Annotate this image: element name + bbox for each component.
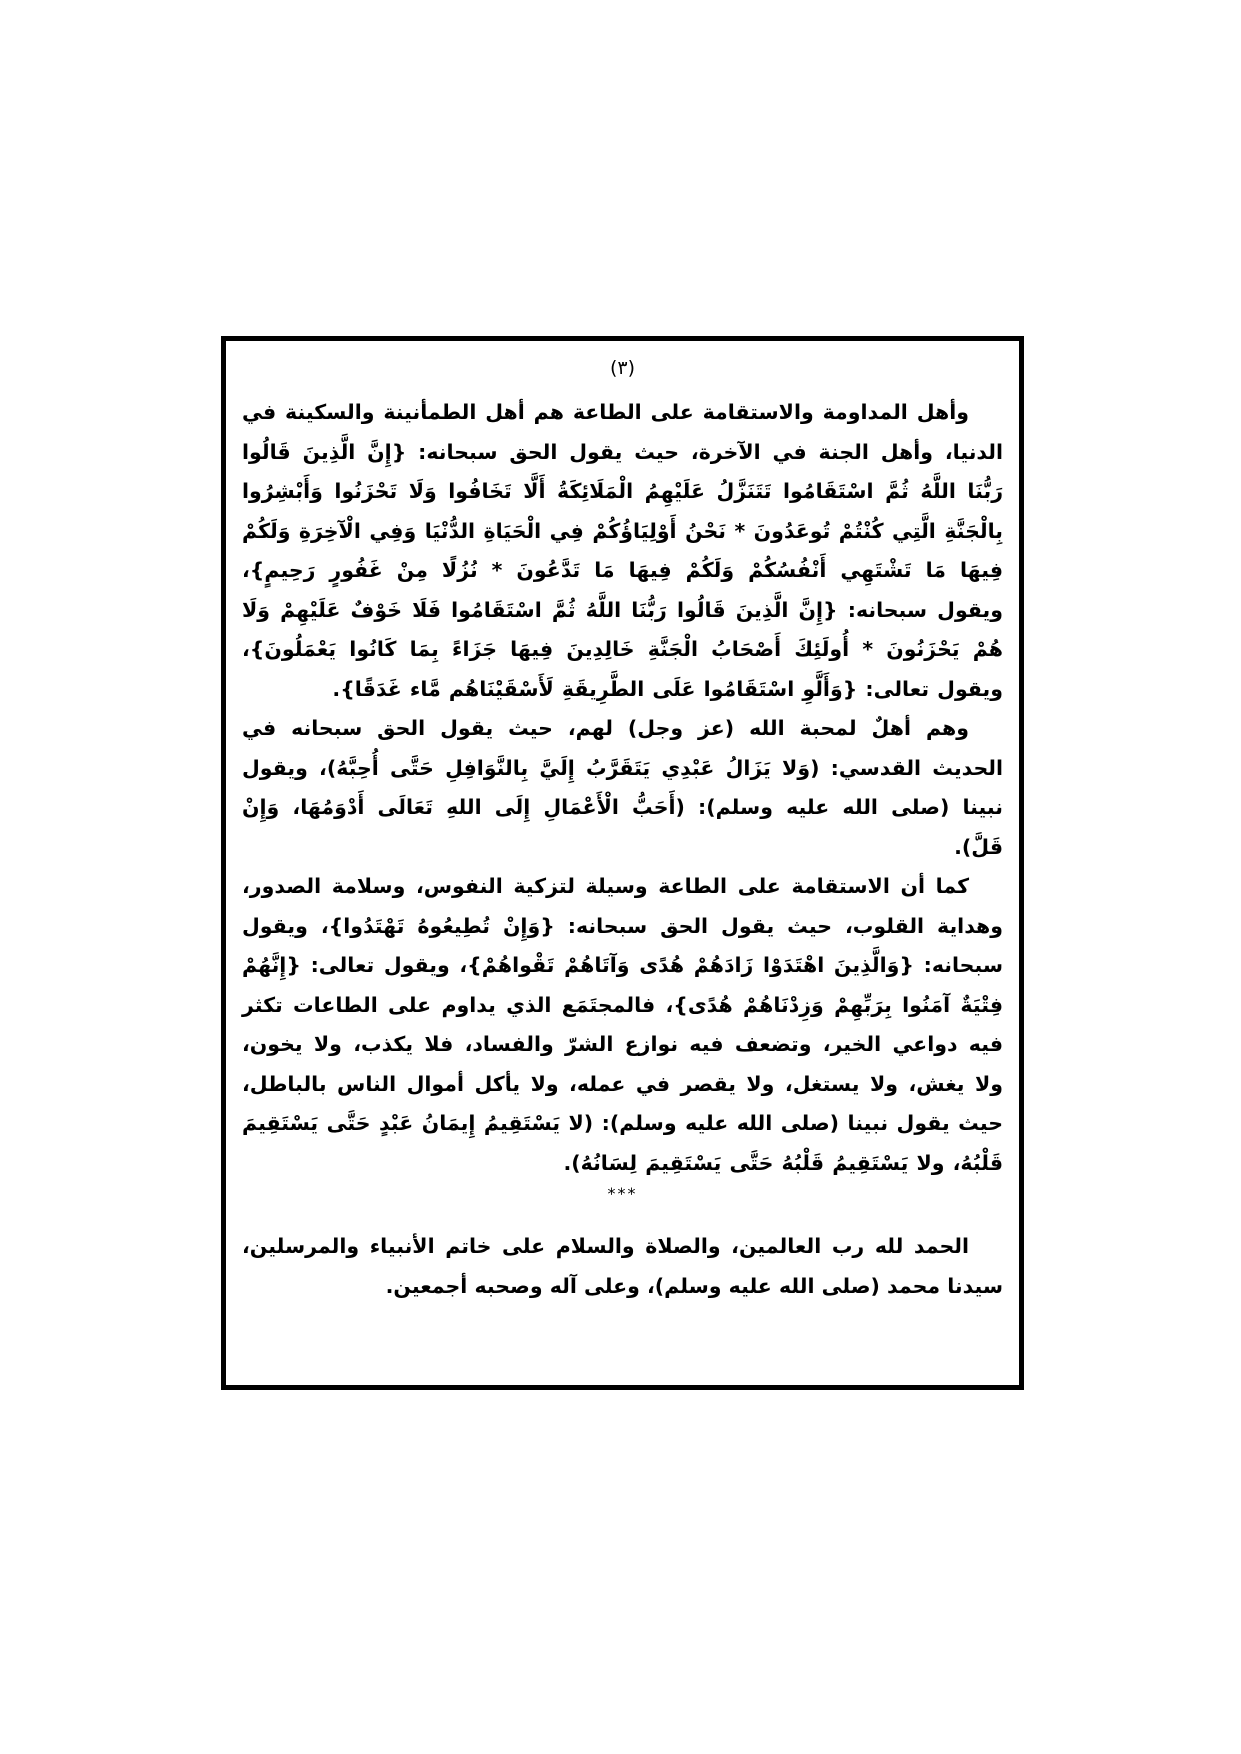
closing-paragraph: الحمد لله رب العالمين، والصلاة والسلام على خاتم الأنبياء والمرسلين، سيدنا محمد (صلى الله عليه وسلم)، وعلى آله وصحبه أجمعين. bbox=[242, 1234, 1003, 1298]
page-frame bbox=[221, 336, 1024, 1390]
paragraph-steadfastness-reward: وأهل المداومة والاستقامة على الطاعة هم أهل الطمأنينة والسكينة في الدنيا، وأهل الجنة في الآخرة، حيث يقول الحق سبحانه: {إِنَّ الَّذِينَ قَالُوا رَبُّنَا اللَّهُ ثُمَّ اسْتَقَامُوا تَتَنَزَّلُ عَلَيْهِمُ الْمَلَائِكَةُ أَلَّا تَخَافُوا وَلَا تَحْزَنُوا وَأَبْشِرُوا بِالْجَنَّةِ الَّتِي كُنْتُمْ تُوعَدُونَ * نَحْنُ أَوْلِيَاؤُكُمْ فِي الْحَيَاةِ الدُّنْيَا وَفِي الْآخِرَةِ وَلَكُمْ فِيهَا مَا تَشْتَهِي أَنْفُسُكُمْ وَلَكُمْ فِيهَا مَا تَدَّعُونَ * نُزُلًا مِنْ غَفُورٍ رَحِيمٍ}، ويقول سبحانه: {إِنَّ الَّذِينَ قَالُوا رَبُّنَا اللَّهُ ثُمَّ اسْتَقَامُوا فَلَا خَوْفٌ عَلَيْهِمْ وَلَا هُمْ يَحْزَنُونَ * أُولَئِكَ أَصْحَابُ الْجَنَّةِ خَالِدِينَ فِيهَا جَزَاءً بِمَا كَانُوا يَعْمَلُونَ}، ويقول تعالى: {وَأَلَّوِ اسْتَقَامُوا عَلَى الطَّرِيقَةِ لَأَسْقَيْنَاهُم مَّاء غَدَقًا}. bbox=[242, 400, 1003, 701]
section-separator: *** bbox=[607, 1184, 638, 1203]
paragraph-purification: كما أن الاستقامة على الطاعة وسيلة لتزكية النفوس، وسلامة الصدور، وهداية القلوب، حيث يقول الحق سبحانه: {وَإِنْ تُطِيعُوهُ تَهْتَدُوا}، ويقول سبحانه: {وَالَّذِينَ اهْتَدَوْا زَادَهُمْ هُدًى وَآتَاهُمْ تَقْواهُمْ}، ويقول تعالى: {إِنَّهُمْ فِتْيَةٌ آمَنُوا بِرَبِّهِمْ وَزِدْنَاهُمْ هُدًى}، فالمجتَمَع الذي يداوم على الطاعات تكثر فيه دواعي الخير، وتضعف فيه نوازع الشرّ والفساد، فلا يكذب، ولا يخون، ولا يغش، ولا يستغل، ولا يقصر في عمله، ولا يأكل أموال الناس بالباطل، حيث يقول نبينا (صلى الله عليه وسلم): (لا يَسْتَقِيمُ إِيمَانُ عَبْدٍ حَتَّى يَسْتَقِيمَ قَلْبُهُ، ولا يَسْتَقِيمُ قَلْبُهُ حَتَّى يَسْتَقِيمَ لِسَانُهُ). bbox=[242, 874, 1003, 1175]
page-number: (٣) bbox=[609, 357, 636, 379]
paragraph-love-of-allah: وهم أهلٌ لمحبة الله (عز وجل) لهم، حيث يقول الحق سبحانه في الحديث القدسي: (وَلا يَزَالُ عَبْدِي يَتَقَرَّبُ إِلَيَّ بِالنَّوَافِلِ حَتَّى أُحِبَّهُ)، ويقول نبينا (صلى الله عليه وسلم): (أَحَبُّ الْأَعْمَالِ إِلَى اللهِ تَعَالَى أَدْوَمُهَا، وَإِنْ قَلَّ). bbox=[242, 716, 1003, 859]
